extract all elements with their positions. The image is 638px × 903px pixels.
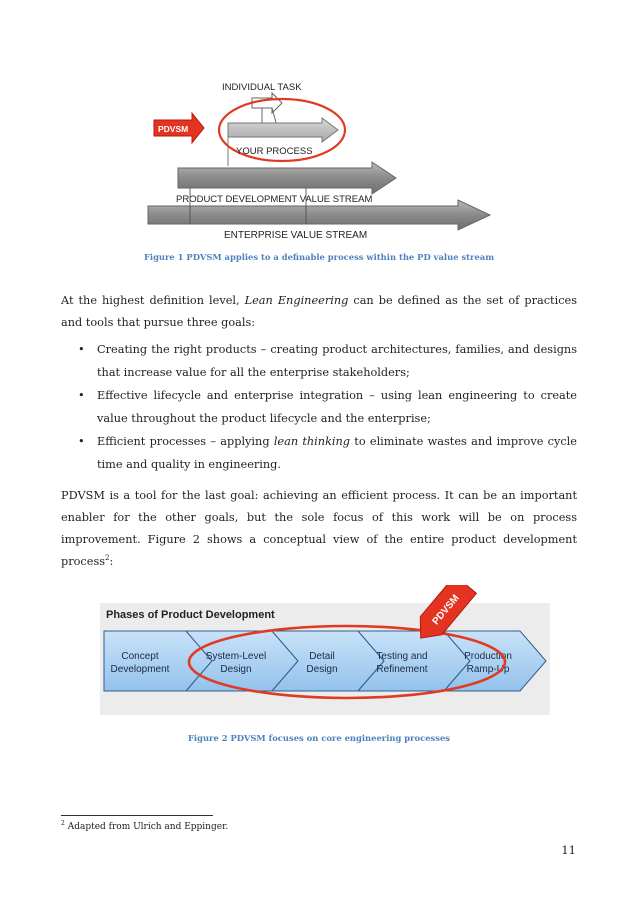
figure-1-caption: Figure 1 PDVSM applies to a definable process within the PD value stream bbox=[143, 252, 495, 262]
phase-label-system-2: Design bbox=[220, 664, 252, 675]
phase-label-testing-2: Refinement bbox=[376, 664, 428, 675]
list-item-text: Creating the right products – creating product architectures, families, and designs that increase value for all the enterprise stakeholders; bbox=[97, 343, 577, 379]
phase-label-concept-1: Concept bbox=[121, 651, 159, 662]
phase-label-production-1: Production bbox=[464, 651, 512, 662]
phase-label-system-1: System-Level bbox=[205, 651, 267, 662]
your-process-label: YOUR PROCESS bbox=[236, 146, 313, 157]
list-item-text: Effective lifecycle and enterprise integration – using lean engineering to create value throughout the product lifecycle and the enterprise; bbox=[97, 389, 577, 425]
phase-label-production-2: Ramp-Up bbox=[466, 664, 510, 675]
enterprise-value-stream-label: ENTERPRISE VALUE STREAM bbox=[224, 230, 368, 241]
individual-task-label: INDIVIDUAL TASK bbox=[222, 82, 302, 93]
phase-label-detail-2: Design bbox=[306, 664, 338, 675]
goals-list bbox=[61, 338, 577, 476]
individual-task-arrow bbox=[252, 93, 282, 113]
page-number: 11 bbox=[561, 843, 576, 857]
figure-1-diagram bbox=[140, 72, 500, 247]
list-item bbox=[61, 338, 577, 384]
lean-engineering-emphasis: Lean Engineering bbox=[244, 294, 349, 307]
bullet-icon: • bbox=[78, 435, 85, 448]
footnote-mark: 2 bbox=[61, 820, 65, 827]
paragraph-pdvsm-tool bbox=[61, 485, 577, 573]
paragraph-2-text: PDVSM is a tool for the last goal: achieving an efficient process. It can be an important enabler for the other goals, but the sole focus of this work will be on process improvement. Figure 2 shows a conceptual view of the entire product development process bbox=[61, 489, 577, 568]
pdvsm-diagonal-label: PDVSM bbox=[430, 592, 462, 628]
bullet-icon: • bbox=[78, 389, 85, 402]
figure-2-title: Phases of Product Development bbox=[106, 609, 275, 621]
figure-2-diagram bbox=[100, 585, 550, 715]
paragraph-2-end: : bbox=[109, 555, 114, 568]
footnote bbox=[61, 822, 228, 832]
phase-label-concept-2: Development bbox=[110, 664, 170, 675]
figure-2-caption: Figure 2 PDVSM focuses on core engineering processes bbox=[187, 733, 450, 743]
footnote-reference[interactable]: 2 bbox=[105, 554, 110, 563]
pd-value-stream-arrow bbox=[178, 162, 396, 194]
paragraph-lean-engineering bbox=[61, 290, 577, 334]
list-item-text-end: to eliminate wastes and improve cycle time and quality in engineering. bbox=[97, 435, 577, 471]
pd-value-stream-label: PRODUCT DEVELOPMENT VALUE STREAM bbox=[176, 194, 373, 205]
footnote-separator bbox=[61, 815, 213, 816]
phase-label-detail-1: Detail bbox=[309, 651, 335, 662]
your-process-arrow bbox=[228, 118, 338, 142]
footnote-text: Adapted from Ulrich and Eppinger. bbox=[64, 822, 229, 832]
paragraph-1-text: At the highest definition level, bbox=[61, 294, 245, 307]
pdvsm-label: PDVSM bbox=[158, 124, 189, 134]
bullet-icon: • bbox=[78, 343, 85, 356]
paragraph-1-text-end: can be defined as the set of practices and tools that pursue three goals: bbox=[61, 294, 578, 329]
list-item bbox=[61, 384, 577, 430]
lean-thinking-emphasis: lean thinking bbox=[273, 435, 351, 448]
phase-label-testing-1: Testing and bbox=[376, 651, 428, 662]
list-item bbox=[61, 430, 577, 476]
list-item-text: Efficient processes – applying bbox=[97, 435, 274, 448]
